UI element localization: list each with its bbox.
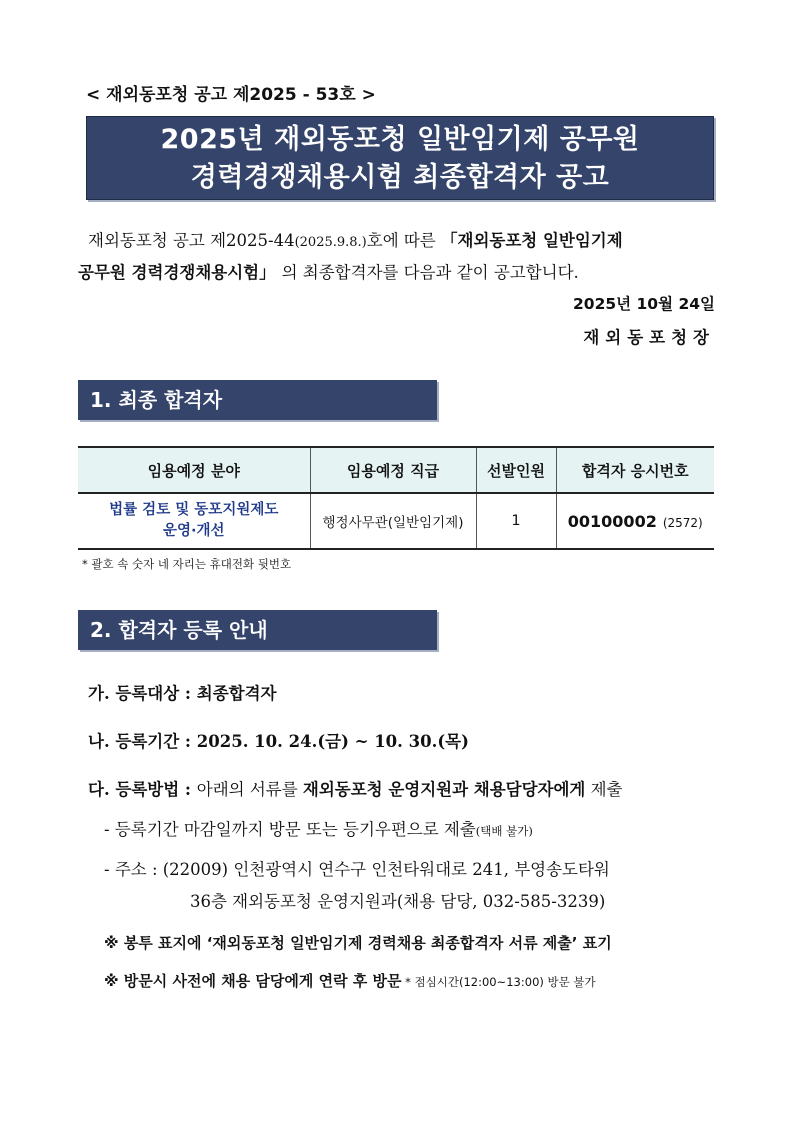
- intro-bold-1: 「재외동포청 일반임기제: [441, 231, 623, 250]
- target-label: 가. 등록대상 :: [88, 684, 197, 703]
- method-bold: 재외동포청 운영지원과 채용담당자에게: [302, 780, 586, 799]
- header-exam-number: 합격자 응시번호: [556, 447, 714, 493]
- method-text-1: 아래의 서류를: [196, 780, 303, 799]
- visit-note-small: * 점심시간(12:00~13:00) 방문 불가: [401, 975, 596, 989]
- period-label: 나. 등록기간 :: [88, 732, 197, 751]
- target-value: 최종합격자: [196, 684, 277, 703]
- method-item-1-text: - 등록기간 마감일까지 방문 또는 등기우편으로 제출: [104, 820, 476, 839]
- method-item-1-small: (택배 불가): [475, 824, 533, 838]
- results-table: [78, 446, 714, 550]
- notice-number: < 재외동포청 공고 제2025 - 53호 >: [86, 85, 376, 105]
- table-footnote: * 괄호 속 숫자 네 자리는 휴대전화 뒷번호: [82, 557, 292, 571]
- intro-text-3: 의 최종합격자를 다음과 같이 공고합니다.: [281, 263, 579, 282]
- section-1-heading: 1. 최종 합격자: [78, 380, 437, 420]
- notice-date: 2025년 10월 24일: [573, 295, 715, 313]
- issuer: 재외동포청장: [583, 328, 715, 347]
- title-line-2: 경력경쟁채용시험 최종합격자 공고: [190, 162, 610, 193]
- intro-date-small: (2025.9.8.): [294, 235, 367, 250]
- registration-target: [88, 680, 276, 704]
- envelope-note: ※ 봉투 표지에 ‘재외동포청 일반임기제 경력채용 최종합격자 서류 제출’ 표기: [104, 934, 612, 952]
- title-line-1: 2025년 재외동포청 일반임기제 공무원: [160, 124, 640, 155]
- intro-text-2: 호에 따른: [366, 231, 441, 250]
- visit-note-text: ※ 방문시 사전에 채용 담당에게 연락 후 방문: [104, 972, 402, 990]
- title-banner: [86, 116, 714, 200]
- header-count: 선발인원: [476, 447, 556, 493]
- registration-period: [88, 728, 469, 752]
- exam-number: 00100002: [567, 511, 657, 531]
- method-label: 다. 등록방법 :: [88, 780, 197, 799]
- method-item-1: [104, 816, 533, 840]
- address-line-2: 36층 재외동포청 운영지원과(채용 담당, 032-585-3239): [190, 892, 606, 911]
- field-line-2: 운영·개선: [162, 523, 225, 539]
- cell-exam-number: [556, 493, 714, 549]
- phone-suffix: (2572): [662, 515, 703, 530]
- cell-count: 1: [476, 493, 556, 549]
- cell-grade: 행정사무관(일반임기제): [310, 493, 476, 549]
- registration-method: [88, 776, 622, 800]
- header-field: 임용예정 분야: [78, 447, 310, 493]
- field-line-1: 법률 검토 및 동포지원제도: [109, 502, 279, 518]
- table-row: [78, 493, 714, 549]
- address-line-1: - 주소 : (22009) 인천광역시 연수구 인천타워대로 241, 부영송도타워: [104, 860, 610, 879]
- visit-note: [104, 970, 596, 991]
- section-2-heading: 2. 합격자 등록 안내: [78, 610, 437, 650]
- period-value: 2025. 10. 24.(금) ~ 10. 30.(목): [196, 732, 469, 751]
- intro-paragraph: [78, 226, 718, 288]
- intro-bold-2: 공무원 경력경쟁채용시험」: [78, 263, 276, 282]
- intro-text-1: 재외동포청 공고 제2025-44: [88, 231, 295, 250]
- table-header-row: [78, 447, 714, 493]
- header-grade: 임용예정 직급: [310, 447, 476, 493]
- cell-field: [78, 493, 310, 549]
- method-text-2: 제출: [585, 780, 623, 799]
